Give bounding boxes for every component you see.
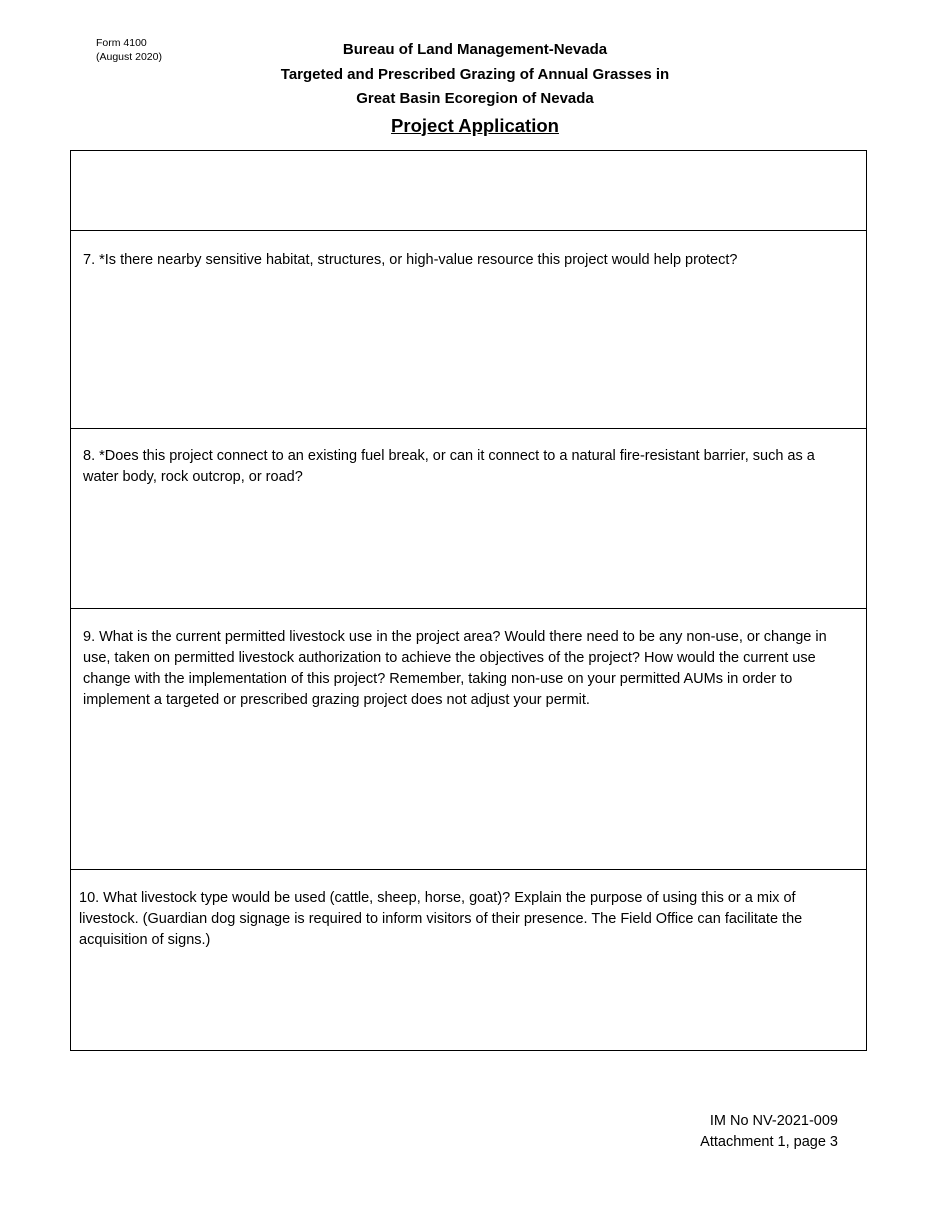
answer-area-previous[interactable]	[71, 151, 866, 231]
page-title: Project Application	[391, 114, 559, 136]
agency-name: Bureau of Land Management-Nevada	[342, 41, 608, 58]
question-10-text: 10. What livestock type would be used (cattle, sheep, horse, goat)? Explain the purpose of using this or a mix of livestock. (Guardian dog signage is required to inform visitors of their presence. The Field Office can facilitate the acquisition of signs.)	[79, 890, 803, 948]
question-7-cell[interactable]	[71, 231, 866, 429]
form-date: (August 2020)	[96, 51, 162, 63]
form-number: Form 4100	[96, 37, 147, 49]
program-line-2: Great Basin Ecoregion of Nevada	[356, 90, 594, 107]
question-9-cell[interactable]	[71, 609, 866, 870]
attachment-page: Attachment 1, page 3	[700, 1134, 838, 1150]
program-line-1: Targeted and Prescribed Grazing of Annual Grasses in	[280, 65, 670, 83]
question-10-cell[interactable]	[71, 870, 866, 1050]
question-8-cell[interactable]	[71, 429, 866, 609]
question-7-text: 7. *Is there nearby sensitive habitat, structures, or high-value resource this project would help protect?	[83, 252, 738, 268]
application-form-table	[70, 150, 867, 1051]
document-header	[0, 38, 950, 140]
page-footer	[700, 1111, 838, 1153]
im-number: IM No NV-2021-009	[709, 1113, 838, 1129]
question-8-text: 8. *Does this project connect to an existing fuel break, or can it connect to a natural fire-resistant barrier, such as a water body, rock outcrop, or road?	[83, 448, 815, 485]
question-9-text: 9. What is the current permitted livestock use in the project area? Would there need to be any non-use, or change in use, taken on permitted livestock authorization to achieve the objectives of the project? How would the current use change with the implementation of this project? Remember, taking non-use on your permitted AUMs in order to implement a targeted or prescribed grazing project does not adjust your permit.	[83, 629, 827, 708]
